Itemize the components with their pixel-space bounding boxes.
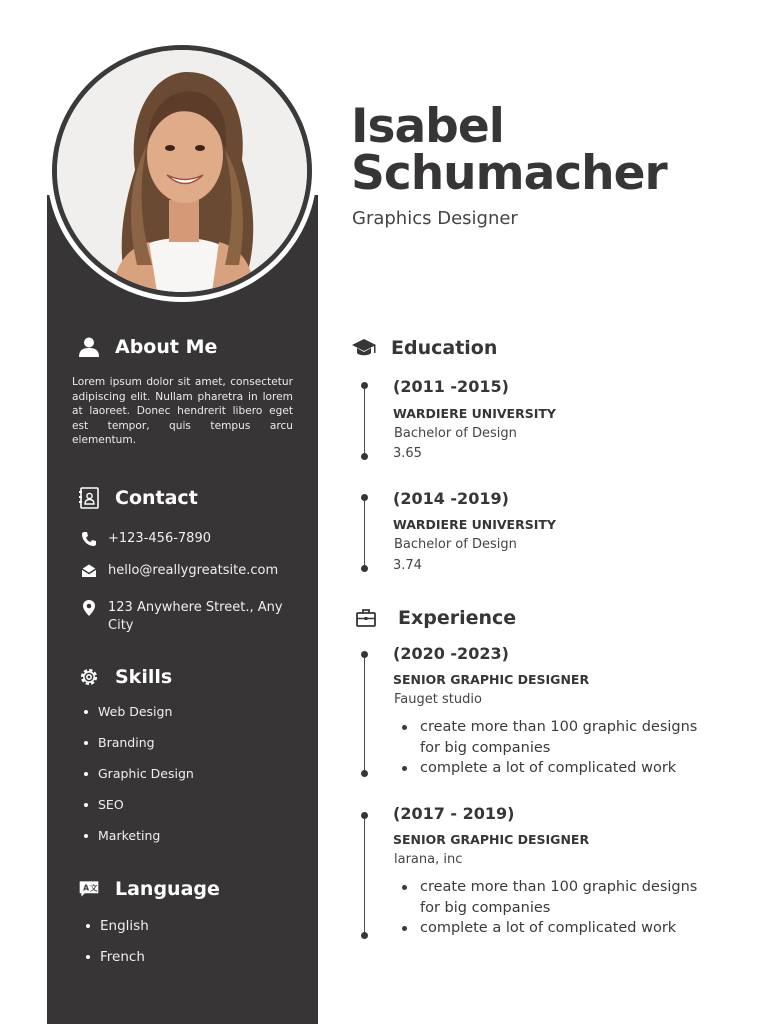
education-heading-label: Education	[391, 337, 498, 359]
education-degree: Bachelor of Design	[394, 537, 517, 552]
timeline-line	[364, 385, 365, 456]
language-heading-label: Language	[115, 878, 220, 900]
timeline-line	[364, 815, 365, 936]
timeline-line	[364, 654, 365, 774]
experience-role: SENIOR GRAPHIC DESIGNER	[393, 832, 590, 847]
experience-years: (2020 -2023)	[393, 644, 509, 663]
contact-email	[80, 562, 278, 580]
about-heading-label: About Me	[115, 336, 218, 358]
timeline-dot	[361, 651, 368, 658]
education-heading	[351, 335, 497, 361]
education-degree: Bachelor of Design	[394, 426, 517, 441]
profile-photo-frame	[52, 45, 312, 297]
experience-company: Fauget studio	[394, 692, 482, 707]
experience-company: larana, inc	[394, 852, 463, 867]
experience-bullets	[400, 717, 720, 779]
timeline-line	[364, 497, 365, 568]
profile-photo	[57, 50, 307, 292]
skill-item: Web Design	[84, 704, 172, 719]
contact-heading	[78, 487, 198, 509]
education-school: WARDIERE UNIVERSITY	[393, 406, 556, 421]
education-gpa: 3.65	[393, 446, 422, 461]
language-item: French	[86, 949, 145, 965]
language-heading	[78, 878, 220, 900]
contact-card-icon	[78, 487, 100, 509]
education-years: (2014 -2019)	[393, 489, 509, 508]
timeline-dot	[361, 494, 368, 501]
education-school: WARDIERE UNIVERSITY	[393, 517, 556, 532]
experience-bullet: complete a lot of complicated work	[400, 918, 720, 939]
contact-heading-label: Contact	[115, 487, 198, 509]
timeline-dot	[361, 382, 368, 389]
skill-item: SEO	[84, 797, 124, 812]
experience-years: (2017 - 2019)	[393, 804, 515, 823]
phone-text[interactable]: +123-456-7890	[108, 531, 211, 546]
translate-icon	[78, 878, 100, 900]
email-text[interactable]: hello@reallygreatsite.com	[108, 563, 279, 578]
about-text: Lorem ipsum dolor sit amet, consectetur adipiscing elit. Nullam pharetra in lorem at laoreet. Donec hendrerit libero eget est tempor, quis tempus arcu elementum.	[72, 376, 293, 447]
experience-heading-label: Experience	[398, 607, 517, 629]
contact-address	[80, 599, 300, 635]
about-heading	[78, 336, 217, 358]
svg-text:A: A	[83, 883, 89, 893]
skills-heading	[78, 666, 172, 688]
language-item: English	[86, 918, 149, 934]
education-gpa: 3.74	[393, 558, 422, 573]
timeline-dot	[361, 565, 368, 572]
mail-icon	[80, 562, 98, 580]
experience-bullet: create more than 100 graphic designs for big companies	[400, 877, 720, 918]
last-name: Schumacher	[351, 146, 667, 201]
address-text: 123 Anywhere Street., Any City	[108, 600, 283, 633]
skills-heading-label: Skills	[115, 666, 173, 688]
education-years: (2011 -2015)	[393, 377, 509, 396]
timeline-dot	[361, 770, 368, 777]
experience-bullet: complete a lot of complicated work	[400, 758, 720, 779]
first-name: Isabel	[351, 99, 504, 154]
skill-item: Marketing	[84, 828, 160, 843]
contact-phone	[80, 530, 211, 548]
graduation-cap-icon	[351, 335, 377, 361]
skill-item: Branding	[84, 735, 155, 750]
timeline-dot	[361, 932, 368, 939]
person-illustration	[57, 50, 307, 292]
location-pin-icon	[80, 599, 98, 617]
briefcase-icon	[353, 605, 379, 631]
user-icon	[78, 336, 100, 358]
profile-name	[351, 99, 667, 201]
experience-bullets	[400, 877, 720, 939]
profile-title: Graphics Designer	[352, 208, 518, 229]
gear-icon	[78, 666, 100, 688]
timeline-dot	[361, 812, 368, 819]
timeline-dot	[361, 453, 368, 460]
svg-text:文: 文	[89, 883, 98, 893]
experience-role: SENIOR GRAPHIC DESIGNER	[393, 672, 590, 687]
experience-heading	[353, 605, 516, 631]
skill-item: Graphic Design	[84, 766, 194, 781]
phone-icon	[80, 530, 98, 548]
experience-bullet: create more than 100 graphic designs for big companies	[400, 717, 720, 758]
